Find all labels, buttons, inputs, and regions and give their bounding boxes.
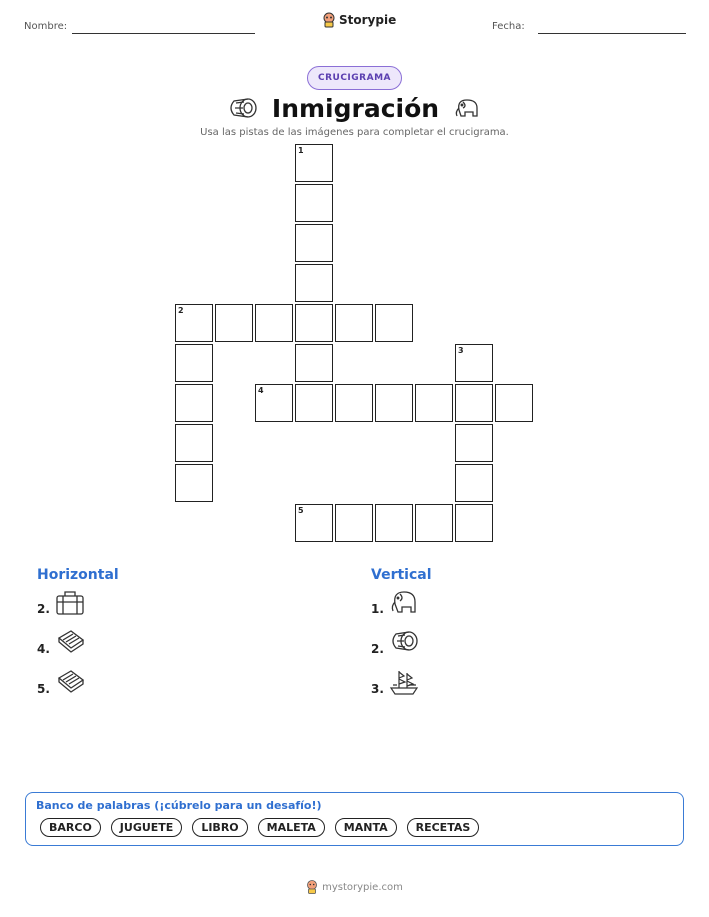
- word-bank-list: [40, 818, 479, 837]
- brand-name: Storypie: [339, 13, 397, 27]
- clue-item: [37, 588, 85, 616]
- grid-cell[interactable]: [455, 504, 493, 542]
- grid-cell[interactable]: [455, 344, 493, 382]
- footer: [0, 880, 709, 894]
- clue-item: [371, 588, 419, 616]
- grid-cell[interactable]: [175, 384, 213, 422]
- storypie-mascot-icon: [306, 880, 318, 894]
- grid-cell[interactable]: [175, 304, 213, 342]
- grid-cell[interactable]: [215, 304, 253, 342]
- grid-cell[interactable]: [415, 384, 453, 422]
- page-title: Inmigración: [271, 93, 440, 123]
- clue-number: 4: [258, 386, 264, 395]
- grid-cell[interactable]: [295, 144, 333, 182]
- clue-item: [37, 668, 85, 696]
- word-chip: LIBRO: [192, 818, 247, 837]
- suitcase-icon: [55, 588, 85, 616]
- date-label: Fecha:: [492, 21, 525, 32]
- clue-number: 5.: [37, 682, 50, 696]
- grid-cell[interactable]: [295, 384, 333, 422]
- ship-icon: [389, 668, 419, 696]
- grid-cell[interactable]: [455, 464, 493, 502]
- word-chip: MANTA: [335, 818, 397, 837]
- horizontal-heading: Horizontal: [37, 567, 119, 583]
- grid-cell[interactable]: [455, 424, 493, 462]
- crossword-badge: CRUCIGRAMA: [307, 66, 402, 90]
- word-bank: [25, 792, 684, 846]
- grid-cell[interactable]: [495, 384, 533, 422]
- grid-cell[interactable]: [295, 504, 333, 542]
- clue-item: [371, 668, 419, 696]
- clue-item: [37, 628, 85, 656]
- word-chip: JUGUETE: [111, 818, 183, 837]
- grid-cell[interactable]: [375, 384, 413, 422]
- clue-number: 3.: [371, 682, 384, 696]
- word-chip: MALETA: [258, 818, 325, 837]
- clue-number: 3: [458, 346, 464, 355]
- word-bank-title: Banco de palabras (¡cúbrelo para un desafío!): [36, 799, 322, 812]
- grid-cell[interactable]: [255, 304, 293, 342]
- grid-cell[interactable]: [175, 344, 213, 382]
- word-chip: RECETAS: [407, 818, 480, 837]
- grid-cell[interactable]: [295, 264, 333, 302]
- grid-cell[interactable]: [335, 504, 373, 542]
- name-label: Nombre:: [24, 21, 68, 32]
- grid-cell[interactable]: [295, 224, 333, 262]
- grid-cell[interactable]: [295, 184, 333, 222]
- grid-cell[interactable]: [175, 424, 213, 462]
- clue-number: 4.: [37, 642, 50, 656]
- grid-cell[interactable]: [375, 504, 413, 542]
- clue-item: [371, 628, 419, 656]
- grid-cell[interactable]: [375, 304, 413, 342]
- grid-cell[interactable]: [295, 344, 333, 382]
- clue-number: 1.: [371, 602, 384, 616]
- grid-cell[interactable]: [255, 384, 293, 422]
- grid-cell[interactable]: [415, 504, 453, 542]
- grid-cell[interactable]: [335, 304, 373, 342]
- grid-cell[interactable]: [295, 304, 333, 342]
- clue-number: 2.: [37, 602, 50, 616]
- instructions: Usa las pistas de las imágenes para completar el crucigrama.: [200, 127, 509, 138]
- footer-url[interactable]: mystorypie.com: [322, 881, 403, 893]
- grid-cell[interactable]: [175, 464, 213, 502]
- clue-number: 5: [298, 506, 304, 515]
- clue-number: 1: [298, 146, 304, 155]
- vertical-heading: Vertical: [371, 567, 432, 583]
- rolled-blanket-icon: [389, 628, 419, 656]
- grid-cell[interactable]: [335, 384, 373, 422]
- grid-cell[interactable]: [455, 384, 493, 422]
- clue-number: 2.: [371, 642, 384, 656]
- elephant-toy-icon: [389, 588, 419, 616]
- word-chip: BARCO: [40, 818, 101, 837]
- clue-number: 2: [178, 306, 184, 315]
- book-icon: [55, 668, 85, 696]
- book-icon: [55, 628, 85, 656]
